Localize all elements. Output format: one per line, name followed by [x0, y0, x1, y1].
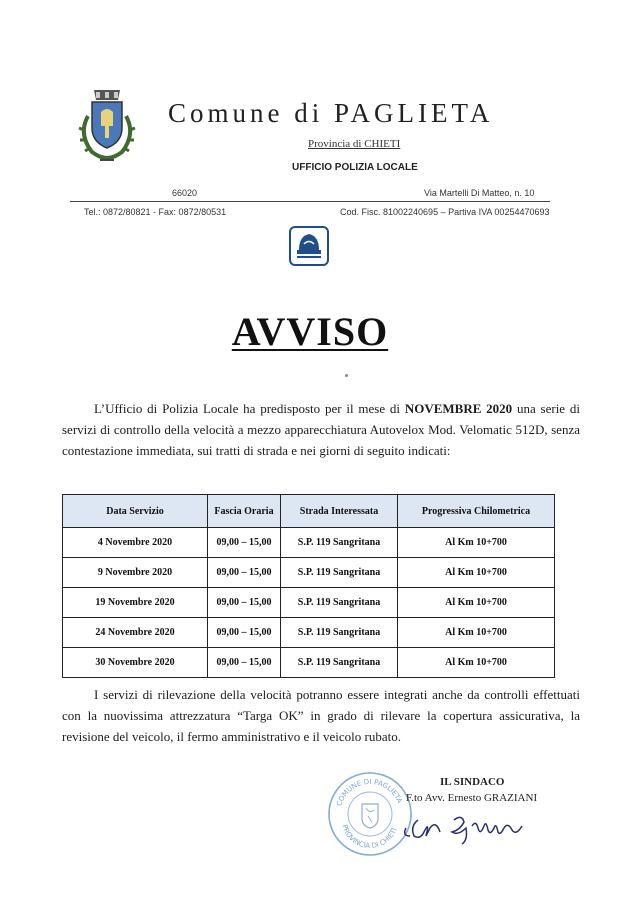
- cell-km: Al Km 10+700: [398, 588, 555, 618]
- table-row: [63, 588, 555, 618]
- cell-road: S.P. 119 Sangritana: [281, 588, 398, 618]
- cell-time: 09,00 – 15,00: [208, 618, 281, 648]
- scan-speck: [345, 374, 348, 377]
- header-fascia-oraria: Fascia Oraria: [208, 495, 281, 528]
- signature-role: IL SINDACO: [440, 776, 505, 788]
- cell-road: S.P. 119 Sangritana: [281, 618, 398, 648]
- intro-paragraph: [62, 398, 580, 461]
- coat-of-arms-icon: [74, 86, 140, 166]
- cell-date: 24 Novembre 2020: [63, 618, 208, 648]
- table-header-row: [63, 495, 555, 528]
- cell-time: 09,00 – 15,00: [208, 648, 281, 678]
- province-label: Provincia di CHIETI: [308, 138, 401, 150]
- cell-time: 09,00 – 15,00: [208, 558, 281, 588]
- postcode-text: 66020: [172, 188, 198, 198]
- fiscal-code-text: Cod. Fisc. 81002240695 – Partiva IVA 00254470693: [340, 207, 550, 217]
- intro-month: NOVEMBRE 2020: [404, 401, 513, 416]
- svg-text:PROVINCIA DI CHIETI: PROVINCIA DI CHIETI: [340, 823, 399, 851]
- signatory-name: F.to Avv. Ernesto GRAZIANI: [406, 792, 538, 804]
- svg-text:COMUNE DI PAGLIETA: COMUNE DI PAGLIETA: [335, 777, 404, 808]
- cell-date: 19 Novembre 2020: [63, 588, 208, 618]
- table-row: [63, 528, 555, 558]
- municipality-title: Comune di PAGLIETA: [168, 98, 494, 128]
- cell-road: S.P. 119 Sangritana: [281, 648, 398, 678]
- header-data-servizio: Data Servizio: [63, 495, 208, 528]
- cell-date: 30 Novembre 2020: [63, 648, 208, 678]
- cell-road: S.P. 119 Sangritana: [281, 528, 398, 558]
- address-text: Via Martelli Di Matteo, n. 10: [424, 188, 535, 198]
- closing-paragraph: [62, 684, 580, 747]
- speed-control-table: [62, 494, 555, 678]
- intro-text-start: L’Ufficio di Polizia Locale ha predisposto per il mese di: [94, 401, 405, 416]
- cell-road: S.P. 119 Sangritana: [281, 558, 398, 588]
- phone-fax-text: Tel.: 0872/80821 - Fax: 0872/80531: [84, 207, 227, 217]
- cell-date: 9 Novembre 2020: [63, 558, 208, 588]
- table-row: [63, 618, 555, 648]
- handwritten-signature-icon: [400, 806, 530, 846]
- closing-text: I servizi di rilevazione della velocità potranno essere integrati anche da controlli effettuati con la nuovissima attrezzatura “Targa OK” in grado di rilevare la copertura assicurativa, la revisione del veicolo, il fermo amministrativo e il veicolo rubato.: [62, 687, 580, 744]
- intro-text-end: una serie di servizi di controllo della velocità a mezzo apparecchiatura Autovelox Mod. Velomatic 512D, senza contestazione immediata, sui tratti di strada e nei giorni di seguito indicati:: [62, 401, 580, 458]
- office-label: UFFICIO POLIZIA LOCALE: [292, 162, 418, 173]
- cell-km: Al Km 10+700: [398, 528, 555, 558]
- header-progressiva: Progressiva Chilometrica: [398, 495, 555, 528]
- cell-km: Al Km 10+700: [398, 618, 555, 648]
- cell-date: 4 Novembre 2020: [63, 528, 208, 558]
- table-row: [63, 648, 555, 678]
- cell-km: Al Km 10+700: [398, 558, 555, 588]
- notice-title: AVVISO: [231, 309, 389, 354]
- header-strada: Strada Interessata: [281, 495, 398, 528]
- cell-km: Al Km 10+700: [398, 648, 555, 678]
- table-row: [63, 558, 555, 588]
- cell-time: 09,00 – 15,00: [208, 528, 281, 558]
- header-divider: [70, 201, 550, 202]
- cell-time: 09,00 – 15,00: [208, 588, 281, 618]
- police-badge-icon: [289, 226, 329, 266]
